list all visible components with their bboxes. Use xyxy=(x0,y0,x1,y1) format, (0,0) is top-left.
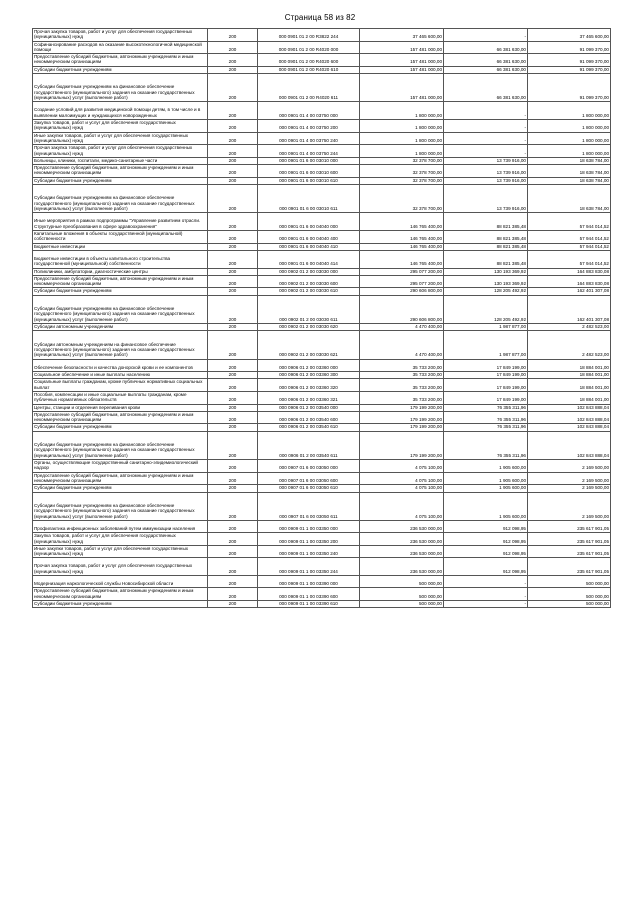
row-name-cell: Субсидии бюджетным учреждениям xyxy=(33,485,208,492)
row-exec-cell: - xyxy=(444,102,528,120)
row-rest-cell: 1 800 000,00 xyxy=(528,120,611,133)
row-code-cell: 200 xyxy=(208,391,258,404)
row-exec-cell: 912 098,95 xyxy=(444,520,528,532)
table-row xyxy=(33,472,611,485)
row-name-cell: Бюджетные инвестиции в объекты капитального строительства государственной (муниципальной) собственности xyxy=(33,250,208,268)
row-name-cell: Предоставление субсидий бюджетным, автономным учреждениям и иным некоммерческим организациям xyxy=(33,472,208,485)
row-name-cell: Обеспечение безопасности и качества донорской крови и ее компонентов xyxy=(33,359,208,371)
row-rest-cell: 500 000,00 xyxy=(528,576,611,588)
row-plan-cell: 32 378 700,00 xyxy=(360,165,444,178)
table-row xyxy=(33,66,611,73)
row-name-cell: Прочая закупка товаров, работ и услуг для обеспечения государственных (муниципальных) нужд xyxy=(33,29,208,42)
table-row xyxy=(33,157,611,164)
table-row xyxy=(33,485,611,492)
row-rest-cell: 2 169 500,00 xyxy=(528,472,611,485)
row-csr-cell: 000 0901 01 6 00 04040 410 xyxy=(258,243,360,250)
row-csr-cell: 000 0902 01 2 00 03030 621 xyxy=(258,331,360,359)
row-csr-cell: 000 0907 01 6 00 03050 000 xyxy=(258,460,360,473)
row-plan-cell: 236 530 000,00 xyxy=(360,533,444,546)
row-rest-cell: 91 099 370,00 xyxy=(528,74,611,102)
row-plan-cell: 37 465 600,00 xyxy=(360,29,444,42)
row-exec-cell: - xyxy=(444,145,528,158)
row-name-cell: Социальные выплаты гражданам, кроме публичных нормативных социальных выплат xyxy=(33,379,208,392)
row-plan-cell: 157 481 000,00 xyxy=(360,74,444,102)
budget-table xyxy=(32,28,611,608)
row-plan-cell: 146 765 400,00 xyxy=(360,250,444,268)
row-exec-cell: 912 098,95 xyxy=(444,545,528,558)
row-name-cell: Прочая закупка товаров, работ и услуг для обеспечения государственных (муниципальных) нужд xyxy=(33,558,208,576)
row-exec-cell: 66 381 630,00 xyxy=(444,74,528,102)
row-rest-cell: 2 482 523,00 xyxy=(528,331,611,359)
row-exec-cell: 88 821 385,48 xyxy=(444,243,528,250)
row-name-cell: Субсидии автономным учреждениям на финансовое обеспечение государственного (муниципального) задания на оказание государственных (муниципальных) услуг (выполнение работ) xyxy=(33,331,208,359)
row-exec-cell: - xyxy=(444,132,528,145)
row-rest-cell: 18 884 001,00 xyxy=(528,359,611,371)
table-row xyxy=(33,145,611,158)
row-csr-cell: 000 0907 01 6 00 03050 611 xyxy=(258,492,360,520)
table-row xyxy=(33,588,611,601)
table-row xyxy=(33,492,611,520)
row-exec-cell: 1 987 877,00 xyxy=(444,324,528,331)
table-row xyxy=(33,231,611,244)
row-csr-cell: 000 0909 01 1 00 03350 200 xyxy=(258,533,360,546)
row-plan-cell: 1 800 000,00 xyxy=(360,102,444,120)
row-rest-cell: 18 884 001,00 xyxy=(528,372,611,379)
row-csr-cell: 000 0906 01 2 00 03540 611 xyxy=(258,431,360,459)
table-row xyxy=(33,391,611,404)
row-rest-cell: 2 169 500,00 xyxy=(528,492,611,520)
table-row xyxy=(33,431,611,459)
row-plan-cell: 4 075 100,00 xyxy=(360,485,444,492)
row-code-cell: 200 xyxy=(208,331,258,359)
row-name-cell: Субсидии бюджетным учреждениям на финансовое обеспечение государственного (муниципального) задания на оказание государственных (муниципальных) услуг (выполнение работ) xyxy=(33,492,208,520)
row-code-cell: 200 xyxy=(208,132,258,145)
row-name-cell: Субсидии бюджетным учреждениям xyxy=(33,177,208,184)
row-code-cell: 200 xyxy=(208,177,258,184)
table-row xyxy=(33,185,611,213)
row-exec-cell: 1 987 877,00 xyxy=(444,331,528,359)
table-row xyxy=(33,102,611,120)
row-code-cell: 200 xyxy=(208,157,258,164)
table-row xyxy=(33,379,611,392)
row-exec-cell: 1 905 600,00 xyxy=(444,472,528,485)
row-name-cell: Софинансирование расходов на оказание высокотехнологичной медицинской помощи xyxy=(33,41,208,54)
table-row xyxy=(33,411,611,424)
row-exec-cell: 17 849 199,00 xyxy=(444,359,528,371)
row-plan-cell: 236 530 000,00 xyxy=(360,558,444,576)
row-plan-cell: 4 470 400,00 xyxy=(360,331,444,359)
row-code-cell: 200 xyxy=(208,243,258,250)
row-code-cell: 200 xyxy=(208,411,258,424)
row-exec-cell: 1 905 600,00 xyxy=(444,460,528,473)
row-exec-cell: 17 849 199,00 xyxy=(444,372,528,379)
row-code-cell: 200 xyxy=(208,185,258,213)
table-row xyxy=(33,29,611,42)
row-name-cell: Субсидии бюджетным учреждениям на финансовое обеспечение государственного (муниципального) задания на оказание государственных (муниципальных) услуг (выполнение работ) xyxy=(33,185,208,213)
row-code-cell: 200 xyxy=(208,231,258,244)
row-exec-cell: 912 098,95 xyxy=(444,533,528,546)
row-name-cell: Центры, станции и отделения переливания крови xyxy=(33,404,208,411)
row-rest-cell: 1 800 000,00 xyxy=(528,145,611,158)
row-plan-cell: 146 765 400,00 xyxy=(360,243,444,250)
row-code-cell: 200 xyxy=(208,404,258,411)
row-rest-cell: 18 884 001,00 xyxy=(528,391,611,404)
row-name-cell: Больницы, клиники, госпитали, медико-санитарные части xyxy=(33,157,208,164)
row-exec-cell: - xyxy=(444,601,528,608)
row-rest-cell: 102 843 888,04 xyxy=(528,424,611,431)
table-row xyxy=(33,424,611,431)
row-exec-cell: 88 821 385,48 xyxy=(444,231,528,244)
row-plan-cell: 295 077 200,00 xyxy=(360,268,444,275)
row-name-cell: Субсидии бюджетным учреждениям xyxy=(33,288,208,295)
row-name-cell: Субсидии бюджетным учреждениям xyxy=(33,601,208,608)
row-code-cell: 200 xyxy=(208,424,258,431)
row-plan-cell: 1 800 000,00 xyxy=(360,120,444,133)
table-row xyxy=(33,268,611,275)
row-rest-cell: 18 638 784,00 xyxy=(528,185,611,213)
row-name-cell: Модернизация наркологической службы Новосибирской области xyxy=(33,576,208,588)
row-plan-cell: 157 481 000,00 xyxy=(360,54,444,67)
row-code-cell: 200 xyxy=(208,379,258,392)
row-code-cell: 200 xyxy=(208,165,258,178)
row-exec-cell: 13 739 916,00 xyxy=(444,165,528,178)
row-code-cell: 200 xyxy=(208,268,258,275)
row-name-cell: Органы, осуществляющие государственный санитарно-эпидемиологический надзор xyxy=(33,460,208,473)
row-exec-cell: 130 193 369,92 xyxy=(444,275,528,288)
row-rest-cell: 18 638 784,00 xyxy=(528,157,611,164)
row-csr-cell: 000 0901 01 4 00 03750 244 xyxy=(258,145,360,158)
row-name-cell: Субсидии бюджетным учреждениям xyxy=(33,424,208,431)
row-name-cell: Капитальные вложения в объекты государственной (муниципальной) собственности xyxy=(33,231,208,244)
row-csr-cell: 000 0906 01 2 00 03360 320 xyxy=(258,379,360,392)
row-exec-cell: 76 355 311,96 xyxy=(444,424,528,431)
row-exec-cell: 76 355 311,96 xyxy=(444,431,528,459)
row-exec-cell: 128 205 492,92 xyxy=(444,295,528,323)
row-csr-cell: 000 0907 01 6 00 03050 600 xyxy=(258,472,360,485)
row-rest-cell: 91 099 370,00 xyxy=(528,41,611,54)
table-row xyxy=(33,404,611,411)
row-rest-cell: 18 638 784,00 xyxy=(528,165,611,178)
row-csr-cell: 000 0906 01 2 00 03540 000 xyxy=(258,404,360,411)
row-plan-cell: 32 378 700,00 xyxy=(360,157,444,164)
row-plan-cell: 4 075 100,00 xyxy=(360,492,444,520)
row-code-cell: 200 xyxy=(208,213,258,231)
row-exec-cell: 1 905 600,00 xyxy=(444,492,528,520)
row-plan-cell: 35 733 200,00 xyxy=(360,372,444,379)
row-csr-cell: 000 0906 01 2 00 03540 600 xyxy=(258,411,360,424)
row-plan-cell: 4 075 100,00 xyxy=(360,460,444,473)
row-csr-cell: 000 0901 01 6 00 04040 414 xyxy=(258,250,360,268)
table-row xyxy=(33,520,611,532)
row-rest-cell: 91 099 370,00 xyxy=(528,66,611,73)
row-exec-cell: 17 849 199,00 xyxy=(444,391,528,404)
row-code-cell: 200 xyxy=(208,460,258,473)
row-name-cell: Предоставление субсидий бюджетным, автономным учреждениям и иным некоммерческим организациям xyxy=(33,275,208,288)
row-name-cell: Предоставление субсидий бюджетным, автономным учреждениям и иным некоммерческим организациям xyxy=(33,411,208,424)
row-code-cell: 200 xyxy=(208,29,258,42)
table-row xyxy=(33,177,611,184)
row-name-cell: Субсидии автономным учреждениям xyxy=(33,324,208,331)
row-exec-cell: 128 205 492,92 xyxy=(444,288,528,295)
row-name-cell: Закупка товаров, работ и услуг для обеспечения государственных (муниципальных) нужд xyxy=(33,120,208,133)
row-csr-cell: 000 0901 01 2 00 R3822 244 xyxy=(258,29,360,42)
row-csr-cell: 000 0902 01 2 00 03030 600 xyxy=(258,275,360,288)
table-row xyxy=(33,250,611,268)
row-csr-cell: 000 0906 01 2 00 03360 300 xyxy=(258,372,360,379)
row-rest-cell: 500 000,00 xyxy=(528,601,611,608)
row-code-cell: 200 xyxy=(208,359,258,371)
row-name-cell: Поликлиники, амбулатории, диагностические центры xyxy=(33,268,208,275)
row-plan-cell: 295 077 200,00 xyxy=(360,275,444,288)
table-row xyxy=(33,165,611,178)
row-csr-cell: 000 0909 01 1 00 03390 610 xyxy=(258,601,360,608)
row-code-cell: 200 xyxy=(208,102,258,120)
table-row xyxy=(33,558,611,576)
row-rest-cell: 235 617 901,05 xyxy=(528,533,611,546)
row-code-cell: 200 xyxy=(208,324,258,331)
row-exec-cell: 66 381 630,00 xyxy=(444,66,528,73)
row-csr-cell: 000 0901 01 6 00 04040 000 xyxy=(258,213,360,231)
row-rest-cell: 2 169 500,00 xyxy=(528,460,611,473)
row-csr-cell: 000 0909 01 1 00 03390 000 xyxy=(258,576,360,588)
row-plan-cell: 32 378 700,00 xyxy=(360,177,444,184)
row-plan-cell: 146 765 400,00 xyxy=(360,213,444,231)
row-csr-cell: 000 0902 01 2 00 03030 000 xyxy=(258,268,360,275)
table-row xyxy=(33,213,611,231)
row-code-cell: 200 xyxy=(208,601,258,608)
row-csr-cell: 000 0902 01 2 00 03030 611 xyxy=(258,295,360,323)
row-exec-cell: - xyxy=(444,576,528,588)
row-name-cell: Субсидии бюджетным учреждениям на финансовое обеспечение государственного (муниципального) задания на оказание государственных (муниципальных) услуг (выполнение работ) xyxy=(33,295,208,323)
row-rest-cell: 500 000,00 xyxy=(528,588,611,601)
row-rest-cell: 57 944 014,52 xyxy=(528,243,611,250)
row-code-cell: 200 xyxy=(208,431,258,459)
row-plan-cell: 500 000,00 xyxy=(360,576,444,588)
row-csr-cell: 000 0909 01 1 00 03390 600 xyxy=(258,588,360,601)
row-rest-cell: 2 169 500,00 xyxy=(528,485,611,492)
row-name-cell: Бюджетные инвестиции xyxy=(33,243,208,250)
row-csr-cell: 000 0901 01 6 00 03010 000 xyxy=(258,157,360,164)
row-rest-cell: 1 800 000,00 xyxy=(528,102,611,120)
table-row xyxy=(33,324,611,331)
row-code-cell: 200 xyxy=(208,485,258,492)
row-rest-cell: 57 944 014,52 xyxy=(528,250,611,268)
row-rest-cell: 1 800 000,00 xyxy=(528,132,611,145)
table-row xyxy=(33,331,611,359)
table-row xyxy=(33,545,611,558)
row-exec-cell: 88 821 385,48 xyxy=(444,250,528,268)
row-plan-cell: 1 800 000,00 xyxy=(360,132,444,145)
row-name-cell: Субсидии бюджетным учреждениям на финансовое обеспечение государственного (муниципального) задания на оказание государственных (муниципальных) услуг (выполнение работ) xyxy=(33,431,208,459)
row-rest-cell: 102 843 888,04 xyxy=(528,411,611,424)
row-plan-cell: 32 378 700,00 xyxy=(360,185,444,213)
row-exec-cell: 13 739 916,00 xyxy=(444,177,528,184)
row-code-cell: 200 xyxy=(208,372,258,379)
row-csr-cell: 000 0906 01 2 00 03540 610 xyxy=(258,424,360,431)
row-rest-cell: 18 638 784,00 xyxy=(528,177,611,184)
row-rest-cell: 37 465 600,00 xyxy=(528,29,611,42)
row-plan-cell: 290 606 800,00 xyxy=(360,288,444,295)
row-csr-cell: 000 0909 01 1 00 03350 244 xyxy=(258,558,360,576)
row-rest-cell: 235 617 901,05 xyxy=(528,558,611,576)
row-rest-cell: 162 401 307,08 xyxy=(528,288,611,295)
row-plan-cell: 35 733 200,00 xyxy=(360,379,444,392)
row-name-cell: Иные закупки товаров, работ и услуг для обеспечения государственных (муниципальных) нужд xyxy=(33,545,208,558)
row-plan-cell: 236 530 000,00 xyxy=(360,545,444,558)
table-row xyxy=(33,275,611,288)
row-csr-cell: 000 0901 01 4 00 03750 200 xyxy=(258,120,360,133)
row-code-cell: 200 xyxy=(208,576,258,588)
row-plan-cell: 4 470 400,00 xyxy=(360,324,444,331)
row-csr-cell: 000 0901 01 6 00 03010 600 xyxy=(258,165,360,178)
table-row xyxy=(33,74,611,102)
row-name-cell: Предоставление субсидий бюджетным, автономным учреждениям и иным некоммерческим организациям xyxy=(33,588,208,601)
row-plan-cell: 35 733 200,00 xyxy=(360,391,444,404)
row-rest-cell: 2 482 523,00 xyxy=(528,324,611,331)
row-exec-cell: 17 849 199,00 xyxy=(444,379,528,392)
row-csr-cell: 000 0901 01 2 00 R4020 000 xyxy=(258,41,360,54)
row-csr-cell: 000 0902 01 2 00 03030 610 xyxy=(258,288,360,295)
row-csr-cell: 000 0909 01 1 00 03350 000 xyxy=(258,520,360,532)
row-name-cell: Иные мероприятия в рамках подпрограммы "Управление развитием отрасли. Структурные преобразования в сфере здравоохранения" xyxy=(33,213,208,231)
row-code-cell: 200 xyxy=(208,588,258,601)
row-name-cell: Субсидии бюджетным учреждениям на финансовое обеспечение государственного (муниципального) задания на оказание государственных (муниципальных) услуг (выполнение работ) xyxy=(33,74,208,102)
row-csr-cell: 000 0907 01 6 00 03050 610 xyxy=(258,485,360,492)
table-row xyxy=(33,41,611,54)
page-header: Страница 58 из 82 xyxy=(284,13,356,22)
row-rest-cell: 235 617 901,05 xyxy=(528,545,611,558)
row-csr-cell: 000 0902 01 2 00 03030 620 xyxy=(258,324,360,331)
row-rest-cell: 57 944 014,52 xyxy=(528,213,611,231)
row-rest-cell: 18 884 001,00 xyxy=(528,379,611,392)
row-exec-cell: 13 739 916,00 xyxy=(444,157,528,164)
row-rest-cell: 162 401 307,08 xyxy=(528,295,611,323)
row-exec-cell: 130 193 369,92 xyxy=(444,268,528,275)
row-code-cell: 200 xyxy=(208,66,258,73)
row-exec-cell: - xyxy=(444,29,528,42)
row-name-cell: Предоставление субсидий бюджетным, автономным учреждениям и иным некоммерческим организациям xyxy=(33,54,208,67)
row-name-cell: Субсидии бюджетным учреждениям xyxy=(33,66,208,73)
row-code-cell: 200 xyxy=(208,120,258,133)
row-plan-cell: 157 481 000,00 xyxy=(360,41,444,54)
row-plan-cell: 4 075 100,00 xyxy=(360,472,444,485)
row-csr-cell: 000 0901 01 6 00 04040 400 xyxy=(258,231,360,244)
row-name-cell: Иные закупки товаров, работ и услуг для обеспечения государственных (муниципальных) нужд xyxy=(33,132,208,145)
row-code-cell: 200 xyxy=(208,275,258,288)
row-plan-cell: 35 733 200,00 xyxy=(360,359,444,371)
row-plan-cell: 236 530 000,00 xyxy=(360,520,444,532)
table-row xyxy=(33,295,611,323)
row-rest-cell: 164 883 830,08 xyxy=(528,268,611,275)
table-row xyxy=(33,359,611,371)
row-code-cell: 200 xyxy=(208,533,258,546)
table-row xyxy=(33,243,611,250)
row-name-cell: Закупка товаров, работ и услуг для обеспечения государственных (муниципальных) нужд xyxy=(33,533,208,546)
row-exec-cell: 912 098,95 xyxy=(444,558,528,576)
row-csr-cell: 000 0909 01 1 00 03350 240 xyxy=(258,545,360,558)
table-row xyxy=(33,372,611,379)
row-csr-cell: 000 0901 01 4 00 03750 240 xyxy=(258,132,360,145)
row-exec-cell: 66 381 630,00 xyxy=(444,54,528,67)
row-name-cell: Прочая закупка товаров, работ и услуг для обеспечения государственных (муниципальных) нужд xyxy=(33,145,208,158)
row-name-cell: Профилактика инфекционных заболеваний путем иммунизации населения xyxy=(33,520,208,532)
row-plan-cell: 179 199 200,00 xyxy=(360,411,444,424)
row-exec-cell: 88 821 385,48 xyxy=(444,213,528,231)
row-plan-cell: 179 199 200,00 xyxy=(360,431,444,459)
row-rest-cell: 57 944 014,52 xyxy=(528,231,611,244)
row-exec-cell: 1 905 600,00 xyxy=(444,485,528,492)
row-code-cell: 200 xyxy=(208,558,258,576)
table-row xyxy=(33,576,611,588)
row-plan-cell: 500 000,00 xyxy=(360,588,444,601)
row-code-cell: 200 xyxy=(208,145,258,158)
row-csr-cell: 000 0906 01 2 00 03360 321 xyxy=(258,391,360,404)
row-csr-cell: 000 0906 01 2 00 03360 000 xyxy=(258,359,360,371)
row-csr-cell: 000 0901 01 2 00 R4020 611 xyxy=(258,74,360,102)
table-row xyxy=(33,132,611,145)
row-exec-cell: - xyxy=(444,120,528,133)
row-exec-cell: - xyxy=(444,588,528,601)
row-csr-cell: 000 0901 01 6 00 03010 611 xyxy=(258,185,360,213)
row-rest-cell: 91 099 370,00 xyxy=(528,54,611,67)
row-code-cell: 200 xyxy=(208,250,258,268)
row-code-cell: 200 xyxy=(208,472,258,485)
row-code-cell: 200 xyxy=(208,41,258,54)
row-rest-cell: 164 883 830,08 xyxy=(528,275,611,288)
row-exec-cell: 13 739 916,00 xyxy=(444,185,528,213)
row-csr-cell: 000 0901 01 2 00 R4020 610 xyxy=(258,66,360,73)
row-plan-cell: 179 199 200,00 xyxy=(360,424,444,431)
row-csr-cell: 000 0901 01 6 00 03010 610 xyxy=(258,177,360,184)
budget-table-body xyxy=(33,29,611,608)
row-rest-cell: 235 617 901,05 xyxy=(528,520,611,532)
row-rest-cell: 102 843 888,04 xyxy=(528,431,611,459)
row-plan-cell: 157 481 000,00 xyxy=(360,66,444,73)
row-csr-cell: 000 0901 01 4 00 03750 000 xyxy=(258,102,360,120)
row-code-cell: 200 xyxy=(208,545,258,558)
row-code-cell: 200 xyxy=(208,54,258,67)
table-row xyxy=(33,54,611,67)
row-code-cell: 200 xyxy=(208,295,258,323)
row-rest-cell: 102 843 888,04 xyxy=(528,404,611,411)
row-exec-cell: 66 381 630,00 xyxy=(444,41,528,54)
row-plan-cell: 500 000,00 xyxy=(360,601,444,608)
row-name-cell: Предоставление субсидий бюджетным, автономным учреждениям и иным некоммерческим организациям xyxy=(33,165,208,178)
row-exec-cell: 76 355 311,96 xyxy=(444,411,528,424)
row-plan-cell: 290 606 800,00 xyxy=(360,295,444,323)
row-name-cell: Пособия, компенсации и иные социальные выплаты гражданам, кроме публичных нормативных обязательств xyxy=(33,391,208,404)
row-plan-cell: 1 800 000,00 xyxy=(360,145,444,158)
table-row xyxy=(33,120,611,133)
row-name-cell: Создание условий для развития медицинской помощи детям, в том числе и в выявлении малоимущих и нуждающихся новорожденных xyxy=(33,102,208,120)
row-plan-cell: 179 199 200,00 xyxy=(360,404,444,411)
row-code-cell: 200 xyxy=(208,520,258,532)
table-row xyxy=(33,601,611,608)
table-row xyxy=(33,288,611,295)
row-exec-cell: 76 355 311,96 xyxy=(444,404,528,411)
table-row xyxy=(33,460,611,473)
row-code-cell: 200 xyxy=(208,492,258,520)
row-code-cell: 200 xyxy=(208,288,258,295)
row-code-cell: 200 xyxy=(208,74,258,102)
row-csr-cell: 000 0901 01 2 00 R4020 600 xyxy=(258,54,360,67)
table-row xyxy=(33,533,611,546)
row-name-cell: Социальное обеспечение и иные выплаты населению xyxy=(33,372,208,379)
row-plan-cell: 146 765 400,00 xyxy=(360,231,444,244)
